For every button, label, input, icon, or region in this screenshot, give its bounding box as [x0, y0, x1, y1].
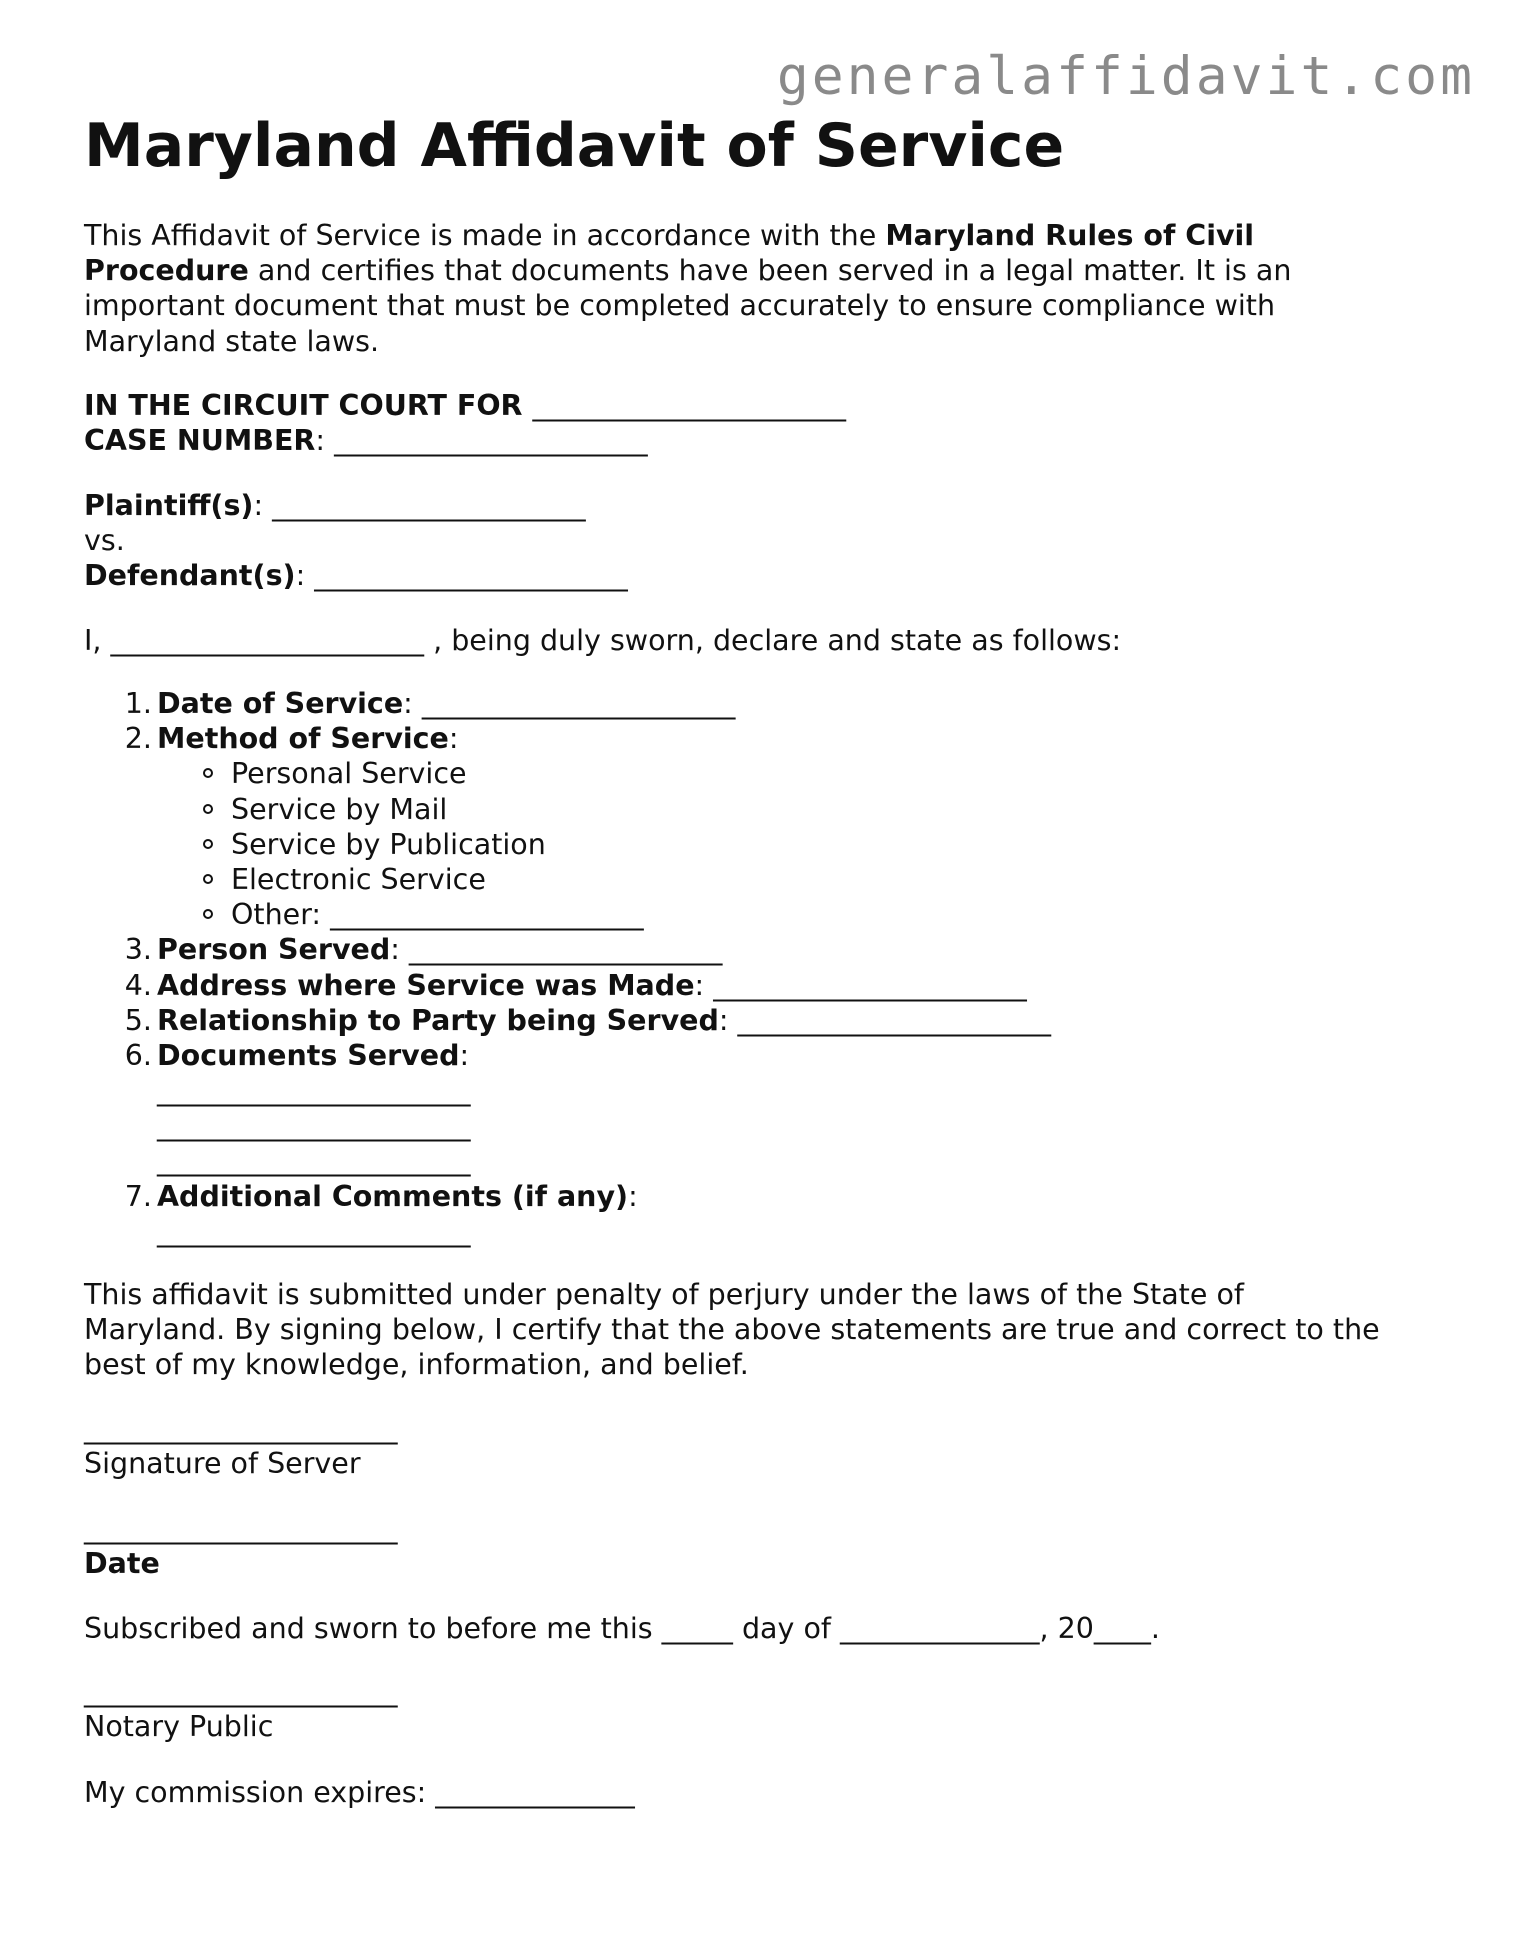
list-item: 2. Method of Service: — [124, 722, 459, 756]
circle-bullet-icon — [203, 909, 213, 919]
defendant-field[interactable]: Defendant(s): ______________________ — [84, 559, 628, 593]
notary-label: Notary Public — [84, 1710, 274, 1744]
circle-bullet-icon — [203, 839, 213, 849]
perjury-statement: This affidavit is submitted under penalty of perjury under the laws of the State of Maryland. By signing below, I certify that the above statements are true and correct to the best of my knowledge, information, and belief. — [84, 1278, 1380, 1382]
case-number-field[interactable]: CASE NUMBER: ______________________ — [84, 424, 648, 458]
server-signature-label: Signature of Server — [84, 1447, 361, 1481]
circle-bullet-icon — [203, 804, 213, 814]
method-option[interactable]: Electronic Service — [84, 862, 1051, 897]
list-item[interactable]: 5. Relationship to Party being Served: ______________________ — [124, 1003, 1052, 1037]
parties-section — [84, 488, 628, 594]
notary-block — [84, 1674, 398, 1744]
server-signature-line[interactable]: ______________________ — [84, 1412, 398, 1445]
court-header — [84, 388, 846, 458]
declaration-line[interactable]: I, ______________________ , being duly sworn, declare and state as follows: — [84, 624, 1122, 657]
date-signature-line[interactable]: ______________________ — [84, 1512, 398, 1545]
list-item[interactable]: 4. Address where Service was Made: ______________________ — [124, 968, 1027, 1002]
documents-blank[interactable]: ______________________ — [157, 1144, 471, 1178]
plaintiff-field[interactable]: Plaintiff(s): ______________________ — [84, 489, 586, 522]
page-title: Maryland Affidavit of Service — [84, 111, 1065, 181]
method-option[interactable]: Personal Service — [84, 756, 1051, 791]
declarant-name-blank[interactable]: ______________________ — [110, 624, 425, 657]
court-field[interactable]: IN THE CIRCUIT COURT FOR ______________________ — [84, 389, 846, 422]
date-label: Date — [84, 1547, 160, 1581]
notary-signature-line[interactable]: ______________________ — [84, 1675, 398, 1708]
date-block — [84, 1511, 398, 1581]
intro-paragraph: This Affidavit of Service is made in accordance with the Maryland Rules of Civil Procedure and certifies that documents have been served in a legal matter. It is an important document that must be completed accurately to ensure compliance with Maryland state laws. — [84, 219, 1292, 358]
commission-expiry[interactable]: My commission expires: ______________ — [84, 1776, 635, 1809]
sworn-statement[interactable]: Subscribed and sworn to before me this _____ day of ______________, 20____. — [84, 1612, 1160, 1645]
comments-blank[interactable]: ______________________ — [157, 1214, 471, 1248]
watermark: generalaffidavit.com — [776, 46, 1475, 107]
rules-reference: Maryland Rules of Civil — [885, 219, 1255, 252]
circle-bullet-icon — [203, 874, 213, 884]
documents-blank[interactable]: ______________________ — [157, 1074, 471, 1108]
documents-blank[interactable]: ______________________ — [157, 1109, 471, 1143]
circle-bullet-icon — [203, 768, 213, 778]
service-items-list — [84, 686, 1051, 1249]
list-item[interactable]: 1. Date of Service: ______________________ — [124, 687, 736, 720]
method-option[interactable]: Service by Mail — [84, 792, 1051, 827]
list-item: 6. Documents Served: — [124, 1038, 470, 1072]
versus-text: vs. — [84, 524, 125, 558]
server-signature-block — [84, 1411, 398, 1481]
list-item: 7. Additional Comments (if any): — [124, 1179, 638, 1213]
method-option[interactable]: Service by Publication — [84, 827, 1051, 862]
method-option[interactable]: Other: ______________________ — [84, 897, 1051, 932]
list-item[interactable]: 3. Person Served: ______________________ — [124, 933, 723, 967]
